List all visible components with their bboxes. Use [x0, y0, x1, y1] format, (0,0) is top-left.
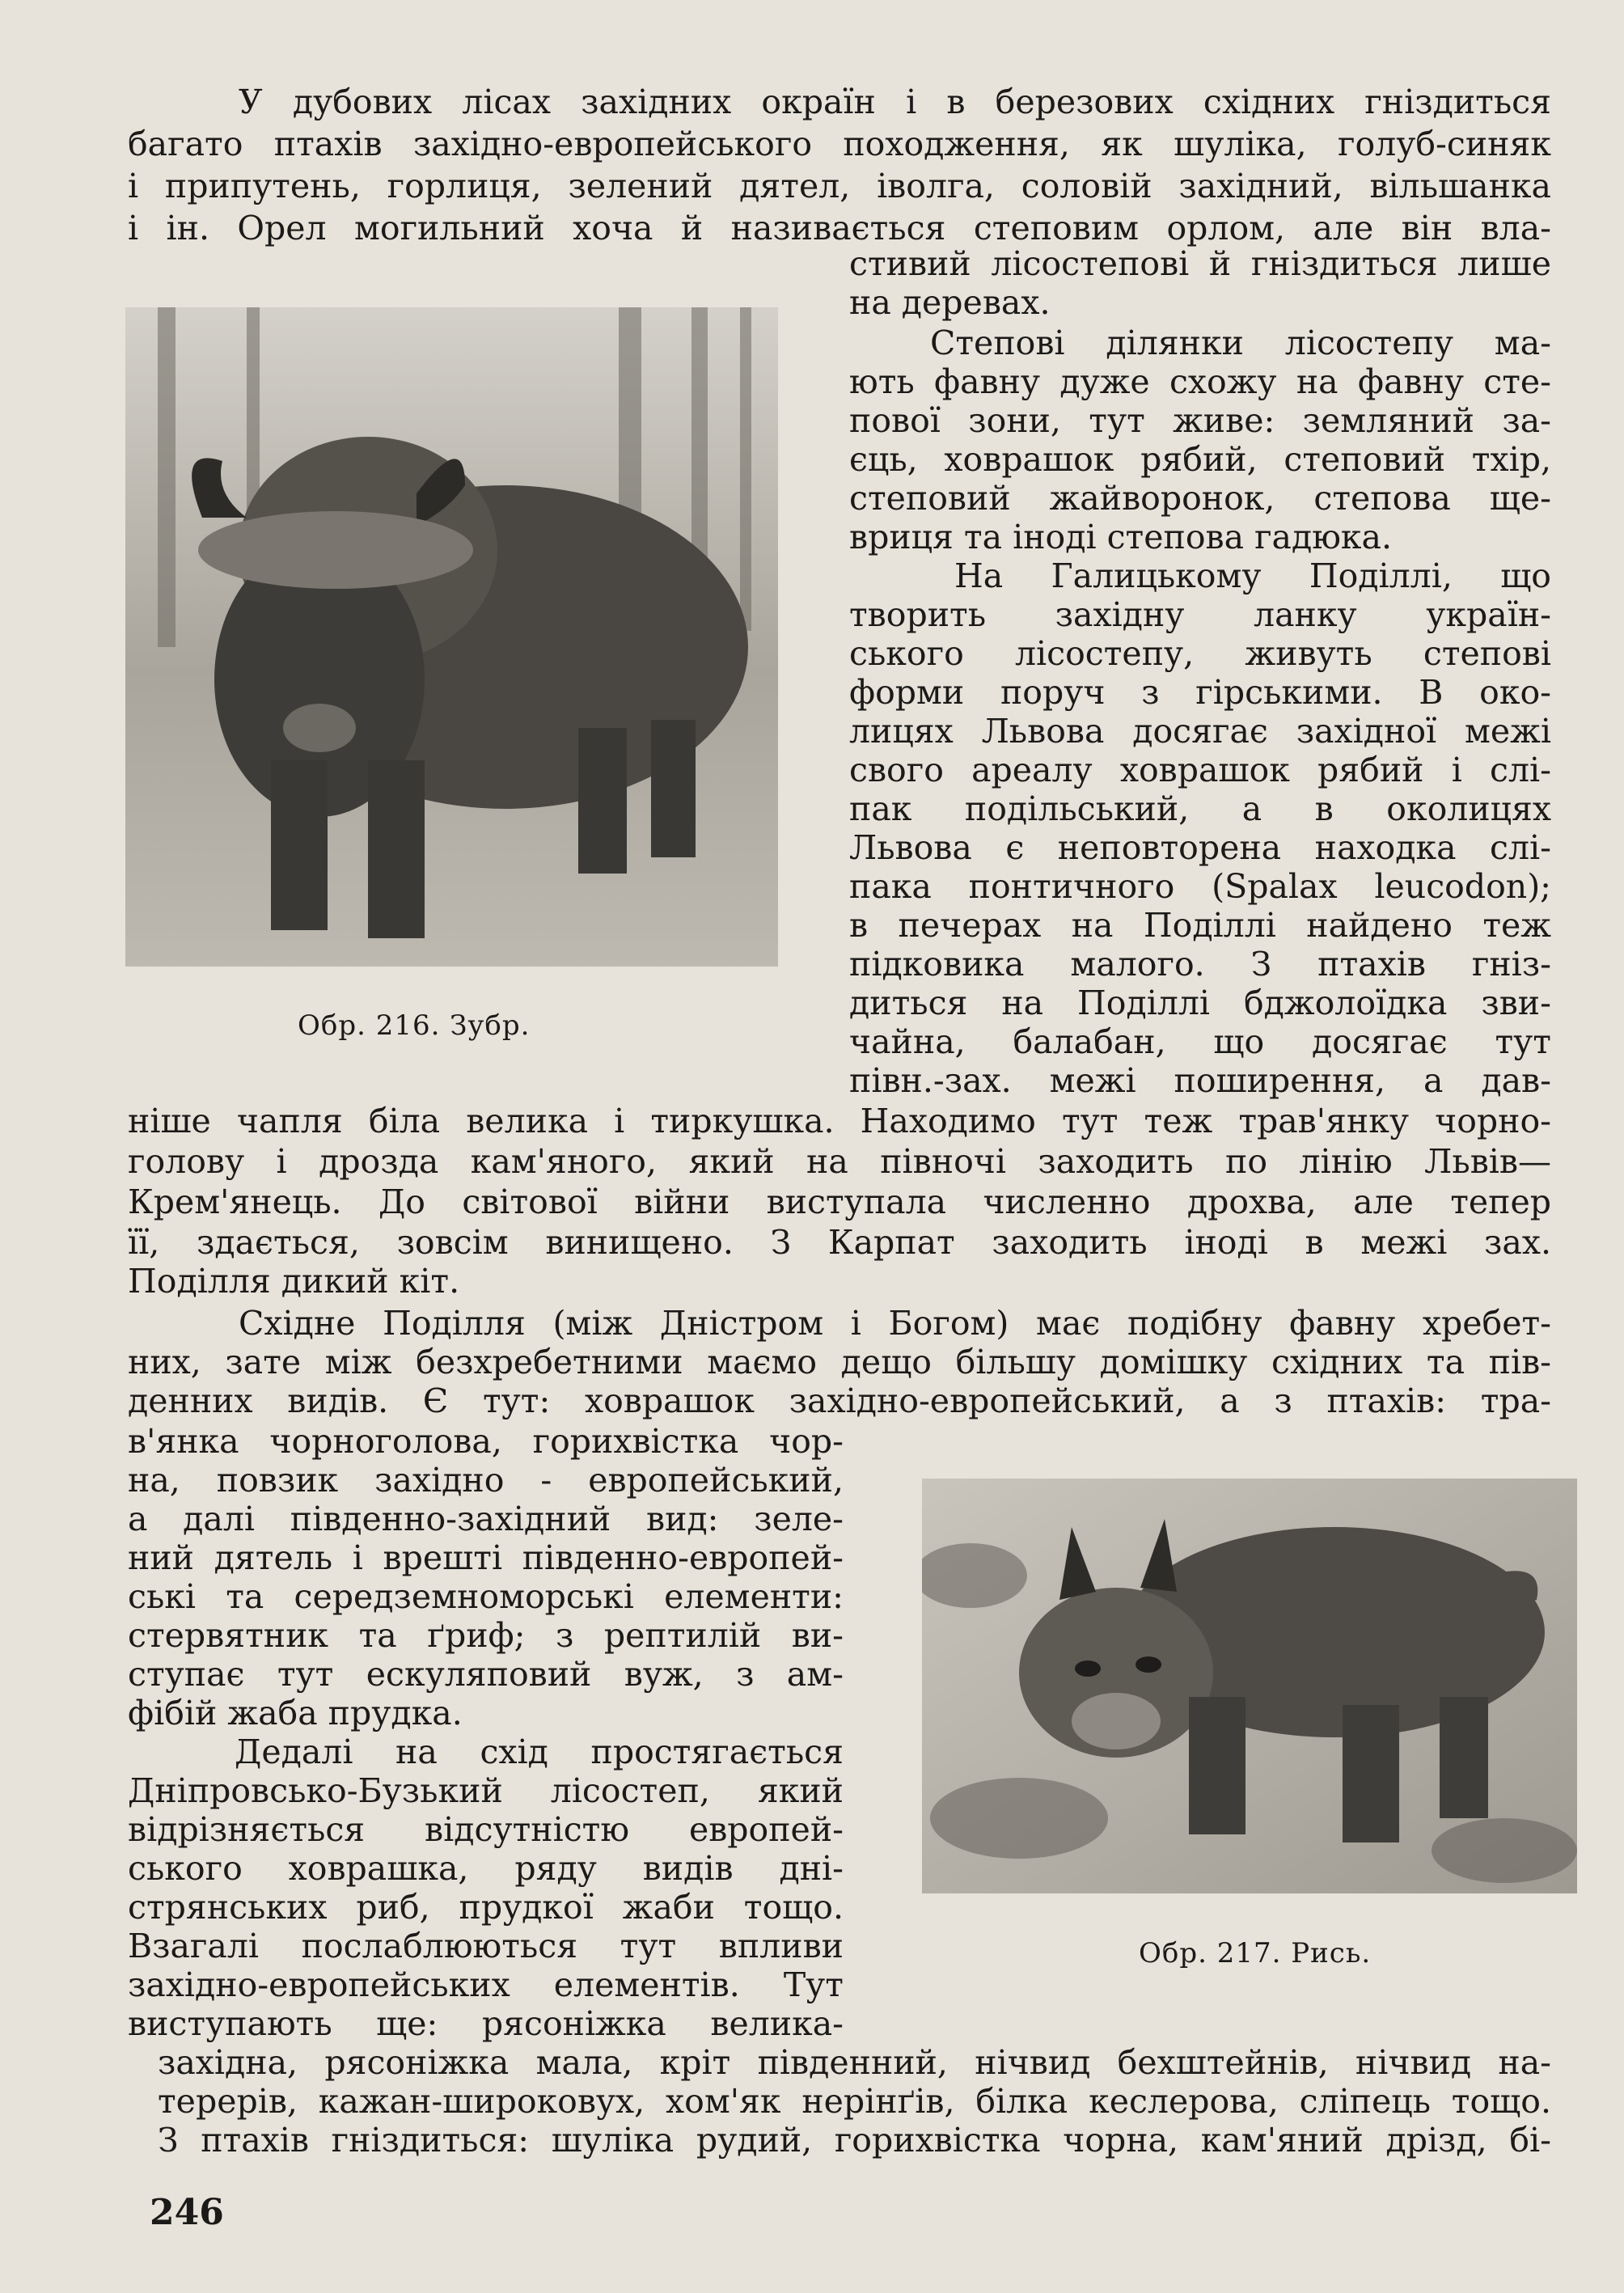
text-line: свого ареалу ховрашок рябий і слі-: [849, 751, 1551, 789]
text-line: вриця та іноді степова гадюка.: [849, 518, 1393, 556]
text-line: західно-европейських елементів. Тут: [128, 1965, 844, 2004]
text-line: У дубових лісах західних окраїн і в березових східних гніздиться: [239, 82, 1551, 121]
text-line: ють фавну дуже схожу на фавну сте-: [849, 362, 1551, 401]
text-line: денних видів. Є тут: ховрашок західно-европейський, а з птахів: тра-: [128, 1381, 1551, 1420]
text-line: стрянських риб, прудкої жаби тощо.: [128, 1888, 844, 1927]
text-line: в печерах на Поділлі найдено теж: [849, 906, 1551, 945]
text-line: західна, рясоніжка мала, кріт південний, нічвид бехштейнів, нічвид на-: [158, 2043, 1551, 2082]
text-line: ніше чапля біла велика і тиркушка. Находимо тут теж трав'янку чорно-: [128, 1102, 1551, 1140]
text-line: них, зате між безхребетними маємо дещо більшу домішку східних та пів-: [128, 1343, 1551, 1381]
text-line: і припутень, горлиця, зелений дятел, іволга, соловій західний, вільшанка: [128, 167, 1551, 205]
text-line: фібій жаба прудка.: [128, 1694, 463, 1732]
text-line: стивий лісостепові й гніздиться лише: [849, 244, 1551, 283]
text-line: стервятник та ґриф; з рептилій ви-: [128, 1616, 844, 1655]
bison-photo: [125, 307, 778, 967]
lynx-photo: [922, 1479, 1577, 1893]
text-line: і ін. Орел могильний хоча й називається степовим орлом, але він вла-: [128, 209, 1551, 247]
page-number: 246: [150, 2192, 224, 2233]
text-line: Крем'янець. До світової війни виступала численно дрохва, але тепер: [128, 1182, 1551, 1221]
text-line: Східне Поділля (між Дністром і Богом) має подібну фавну хребет-: [239, 1304, 1551, 1343]
text-line: відрізняється відсутністю европей-: [128, 1810, 844, 1849]
text-line: З птахів гніздиться: шуліка рудий, горихвістка чорна, кам'яний дрізд, бі-: [158, 2121, 1551, 2160]
text-line: на деревах.: [849, 283, 1051, 322]
text-line: а далі південно-західний вид: зеле-: [128, 1500, 844, 1538]
text-line: форми поруч з гірськими. В око-: [849, 673, 1551, 712]
text-line: на, повзик західно - европейський,: [128, 1461, 844, 1500]
text-line: її, здається, зовсім винищено. З Карпат заходить іноді в межі зах.: [128, 1223, 1551, 1262]
text-line: голову і дрозда кам'яного, який на півночі заходить по лінію Львів—: [128, 1142, 1551, 1181]
text-line: єць, ховрашок рябий, степовий тхір,: [849, 440, 1551, 479]
text-line: пак подільський, а в околицях: [849, 789, 1551, 828]
figure-216-caption: Обр. 216. Зубр.: [298, 1009, 531, 1042]
lynx-image: [922, 1479, 1577, 1893]
text-line: Дніпровсько-Бузький лісостеп, який: [128, 1771, 844, 1810]
text-line: чайна, балабан, що досягає тут: [849, 1022, 1551, 1061]
text-line: ського лісостепу, живуть степові: [849, 634, 1551, 673]
text-line: Взагалі послаблюються тут впливи: [128, 1927, 844, 1965]
text-line: ступає тут ескуляповий вуж, з ам-: [128, 1655, 844, 1694]
text-line: терерів, кажан-широковух, хом'як нерінґів, білка кеслерова, сліпець тощо.: [158, 2082, 1551, 2121]
text-line: степовий жайворонок, степова ще-: [849, 479, 1551, 518]
text-line: підковика малого. З птахів гніз-: [849, 945, 1551, 984]
text-line: Львова є неповторена находка слі-: [849, 828, 1551, 867]
text-line: ського ховрашка, ряду видів дні-: [128, 1849, 844, 1888]
text-line: багато птахів західно-европейського походження, як шуліка, голуб-синяк: [128, 125, 1551, 163]
text-line: Дедалі на схід простягається: [235, 1732, 844, 1771]
text-line: творить західну ланку україн-: [849, 595, 1551, 634]
text-line: пової зони, тут живе: земляний за-: [849, 401, 1551, 440]
figure-217-caption: Обр. 217. Рись.: [1139, 1937, 1372, 1969]
text-line: лицях Львова досягає західної межі: [849, 712, 1551, 751]
text-line: Степові ділянки лісостепу ма-: [930, 324, 1551, 362]
text-line: пака понтичного (Spalax leucodon);: [849, 867, 1551, 906]
text-line: в'янка чорноголова, горихвістка чор-: [128, 1422, 844, 1461]
text-line: ські та середземноморські елементи:: [128, 1577, 844, 1616]
text-line: ний дятель і врешті південно-европей-: [128, 1538, 844, 1577]
text-line: Поділля дикий кіт.: [128, 1262, 460, 1301]
bison-image: [125, 307, 778, 967]
text-line: диться на Поділлі бджолоїдка зви-: [849, 984, 1551, 1022]
text-line: півн.-зах. межі поширення, а дав-: [849, 1061, 1551, 1100]
text-line: На Галицькому Поділлі, що: [954, 556, 1551, 595]
text-line: виступають ще: рясоніжка велика-: [128, 2004, 844, 2043]
